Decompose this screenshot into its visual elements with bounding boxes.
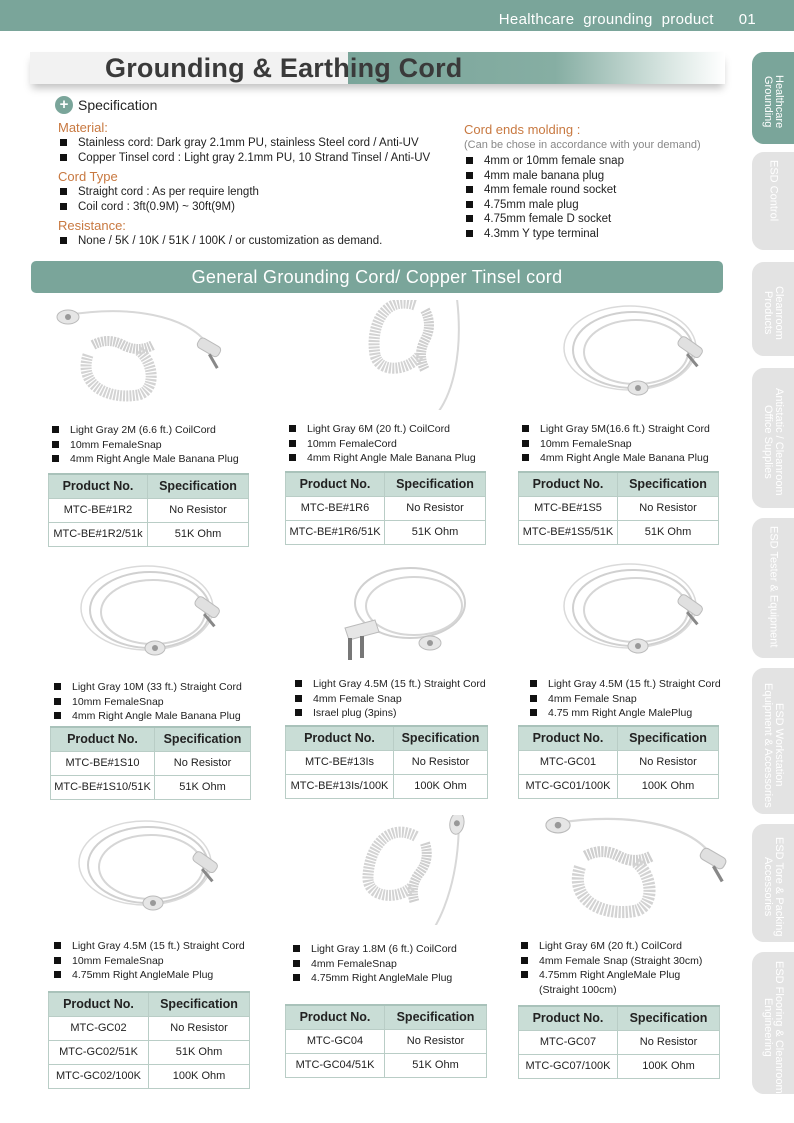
product-table	[285, 471, 486, 545]
cord-type-title: Cord Type	[58, 169, 118, 184]
product-bullet: 4mm Right Angle Male Banana Plug	[52, 709, 242, 724]
cord-end-item: 4.3mm Y type terminal	[464, 227, 744, 242]
table-row	[49, 1064, 250, 1088]
product-no-cell: MTC-GC07	[519, 1030, 618, 1054]
spec-cell: No Resistor	[618, 496, 719, 520]
product-no-cell: MTC-GC07/100K	[519, 1054, 618, 1078]
spec-cell: No Resistor	[618, 750, 719, 774]
product-bullets	[52, 680, 242, 724]
table-row	[519, 496, 719, 520]
header-specification: Specification	[618, 1006, 720, 1030]
product-bullet: Israel plug (3pins)	[293, 706, 486, 721]
side-tab-office-supplies[interactable]	[752, 368, 794, 508]
header-product-no: Product No.	[286, 1005, 385, 1029]
cord-end-item: 4mm or 10mm female snap	[464, 154, 744, 169]
product-bullets	[528, 677, 721, 721]
product-table	[518, 471, 719, 545]
product-no-cell: MTC-GC01	[519, 750, 618, 774]
product-no-cell: MTC-GC04/51K	[286, 1053, 385, 1077]
product-bullet: 4mm Right Angle Male Banana Plug	[520, 451, 710, 466]
product-bullets	[291, 942, 457, 986]
coil-cord-image	[48, 305, 228, 410]
spec-cell: No Resistor	[394, 750, 488, 774]
spec-cell: No Resistor	[618, 1030, 720, 1054]
tab-label: ESD Workstation Equipment & Accessories	[762, 682, 785, 808]
product-no-cell: MTC-GC02	[49, 1016, 149, 1040]
cord-end-item: 4.75mm male plug	[464, 198, 744, 213]
product-table	[518, 725, 719, 799]
product-no-cell: MTC-BE#13Is	[286, 750, 394, 774]
product-no-cell: MTC-GC02/100K	[49, 1064, 149, 1088]
spec-cell: No Resistor	[155, 751, 251, 775]
table-row	[286, 1029, 487, 1053]
resistance-item: None / 5K / 10K / 51K / 100K / or customization as demand.	[58, 234, 458, 249]
header-title-text: Healthcare grounding product	[498, 11, 714, 28]
spec-cell: 51K Ohm	[148, 522, 249, 546]
tab-label: ESD Control	[767, 160, 780, 222]
product-table	[285, 725, 488, 799]
spec-cell: 100K Ohm	[618, 1054, 720, 1078]
product-bullet: 4.75mm Right AngleMale Plug	[291, 971, 457, 986]
tab-label: ESD Tore & Packing Accessories	[762, 837, 785, 937]
page-number: 01	[738, 11, 756, 28]
header-specification: Specification	[394, 726, 488, 750]
header-product-no: Product No.	[49, 474, 148, 498]
product-bullets	[287, 422, 476, 466]
product-bullet: 4mm Female Snap	[528, 692, 721, 707]
table-row	[49, 522, 249, 546]
product-bullet: 4mm FemaleSnap	[291, 957, 457, 972]
cord-type-item: Coil cord : 3ft(0.9M) ~ 30ft(9M)	[58, 200, 458, 215]
side-tab-esd-tore-packing[interactable]	[752, 824, 794, 942]
table-row	[286, 750, 488, 774]
header-product-no: Product No.	[49, 992, 149, 1016]
header-product-no: Product No.	[51, 727, 155, 751]
side-tab-esd-workstation[interactable]	[752, 668, 794, 814]
product-table	[518, 1005, 720, 1079]
cord-end-item: 4mm male banana plug	[464, 169, 744, 184]
product-bullet: 4.75mm Right AngleMale Plug	[52, 968, 245, 983]
header-product-no: Product No.	[519, 1006, 618, 1030]
header-product-no: Product No.	[519, 726, 618, 750]
product-bullet: 10mm FemaleCord	[287, 437, 476, 452]
spec-cell: No Resistor	[385, 1029, 487, 1053]
table-row	[286, 774, 488, 798]
specification-heading	[55, 96, 157, 114]
top-header-bar	[0, 0, 794, 31]
product-no-cell: MTC-BE#1S10/51K	[51, 775, 155, 799]
product-bullet: Light Gray 6M (20 ft.) CoilCord	[519, 939, 702, 954]
spec-cell: 51K Ohm	[385, 520, 486, 544]
table-row	[519, 1030, 720, 1054]
product-bullets	[52, 939, 245, 983]
table-row	[286, 1053, 487, 1077]
spec-cell: 51K Ohm	[149, 1040, 250, 1064]
product-no-cell: MTC-BE#1S5	[519, 496, 618, 520]
table-row	[49, 1040, 250, 1064]
straight-cord-image	[73, 815, 233, 925]
page-title: Grounding & Earthing Cord	[105, 53, 463, 83]
product-bullet: 10mm FemaleSnap	[50, 438, 239, 453]
spec-cell: 51K Ohm	[385, 1053, 487, 1077]
product-no-cell: MTC-GC02/51K	[49, 1040, 149, 1064]
straight-cord-image	[75, 560, 235, 670]
tab-label: ESD Tester & Equipment	[767, 526, 780, 648]
product-bullet: 4mm Female Snap (Straight 30cm)	[519, 954, 702, 969]
side-tab-esd-flooring[interactable]	[752, 952, 794, 1094]
product-table	[285, 1004, 487, 1078]
straight-cord-image	[558, 300, 718, 410]
table-row	[519, 774, 719, 798]
header-specification: Specification	[155, 727, 251, 751]
table-row	[286, 520, 486, 544]
cord-end-item: 4mm female round socket	[464, 183, 744, 198]
side-tab-esd-control[interactable]	[752, 152, 794, 250]
specification-label: Specification	[78, 97, 158, 113]
table-row	[286, 496, 486, 520]
tab-label: Antistatic / Cleanroom Office Supplies	[762, 388, 785, 496]
spec-cell: 100K Ohm	[618, 774, 719, 798]
spec-cell: 51K Ohm	[618, 520, 719, 544]
product-bullet: Light Gray 5M(16.6 ft.) Straight Cord	[520, 422, 710, 437]
product-bullet: Light Gray 10M (33 ft.) Straight Cord	[52, 680, 242, 695]
table-row	[49, 1016, 250, 1040]
product-bullets	[520, 422, 710, 466]
product-no-cell: MTC-BE#13Is/100K	[286, 774, 394, 798]
product-bullet: 10mm FemaleSnap	[52, 695, 242, 710]
spec-cell: No Resistor	[149, 1016, 250, 1040]
product-bullet: 4mm Right Angle Male Banana Plug	[287, 451, 476, 466]
table-row	[51, 775, 251, 799]
header-product-no: Product No.	[519, 472, 618, 496]
product-bullets	[519, 939, 702, 997]
header-specification: Specification	[385, 472, 486, 496]
product-no-cell: MTC-GC01/100K	[519, 774, 618, 798]
product-no-cell: MTC-BE#1R6/51K	[286, 520, 385, 544]
coil-cord-image	[310, 300, 490, 410]
table-row	[519, 520, 719, 544]
product-bullet: Light Gray 4.5M (15 ft.) Straight Cord	[293, 677, 486, 692]
table-row	[49, 498, 249, 522]
table-row	[519, 1054, 720, 1078]
material-item: Stainless cord: Dark gray 2.1mm PU, stainless Steel cord / Anti-UV	[58, 136, 458, 151]
product-table	[48, 473, 249, 547]
header-specification: Specification	[149, 992, 250, 1016]
product-bullet: 4.75 mm Right Angle MalePlug	[528, 706, 721, 721]
product-no-cell: MTC-BE#1R6	[286, 496, 385, 520]
product-bullet: Light Gray 6M (20 ft.) CoilCord	[287, 422, 476, 437]
product-bullet: Light Gray 2M (6.6 ft.) CoilCord	[50, 423, 239, 438]
header-specification: Specification	[618, 472, 719, 496]
product-table	[48, 991, 250, 1089]
table-row	[519, 750, 719, 774]
material-item: Copper Tinsel cord : Light gray 2.1mm PU, 10 Strand Tinsel / Anti-UV	[58, 151, 458, 166]
product-bullet: 4mm Right Angle Male Banana Plug	[50, 452, 239, 467]
spec-cell: 100K Ohm	[149, 1064, 250, 1088]
resistance-title: Resistance:	[58, 218, 126, 233]
product-bullet: 4.75mm Right AngleMale Plug	[519, 968, 702, 983]
spec-cell: No Resistor	[385, 496, 486, 520]
tab-label: Cleanroom Products	[762, 286, 785, 340]
product-no-cell: MTC-BE#1R2	[49, 498, 148, 522]
header-section-title	[499, 11, 756, 28]
header-product-no: Product No.	[286, 472, 385, 496]
product-table	[50, 726, 251, 800]
tab-label: ESD Flooring & Cleanroom Engineering	[762, 960, 785, 1094]
specification-right	[464, 122, 744, 241]
product-bullet: Light Gray 1.8M (6 ft.) CoilCord	[291, 942, 457, 957]
side-tab-esd-tester[interactable]	[752, 518, 794, 658]
header-specification: Specification	[618, 726, 719, 750]
product-bullet-continuation	[519, 983, 702, 998]
product-bullet: 10mm FemaleSnap	[52, 954, 245, 969]
product-no-cell: MTC-BE#1R2/51k	[49, 522, 148, 546]
product-bullet: Light Gray 4.5M (15 ft.) Straight Cord	[52, 939, 245, 954]
cord-end-item: 4.75mm female D socket	[464, 212, 744, 227]
israel-plug-cord-image	[330, 558, 490, 673]
spec-cell: 100K Ohm	[394, 774, 488, 798]
product-bullet: Light Gray 4.5M (15 ft.) Straight Cord	[528, 677, 721, 692]
product-bullet: 4mm Female Snap	[293, 692, 486, 707]
product-bullets	[293, 677, 486, 721]
cord-ends-note: (Can be chose in accordance with your demand)	[464, 139, 701, 151]
cord-type-item: Straight cord : As per require length	[58, 185, 458, 200]
straight-cord-image	[558, 558, 718, 673]
material-title: Material:	[58, 120, 108, 135]
coil-cord-image	[330, 815, 480, 925]
side-tab-cleanroom-products[interactable]	[752, 262, 794, 356]
spec-cell: No Resistor	[148, 498, 249, 522]
bullet-continuation-text: (Straight 100cm)	[539, 983, 617, 996]
cord-ends-title: Cord ends molding :	[464, 122, 581, 137]
header-product-no: Product No.	[286, 726, 394, 750]
section-bar: General Grounding Cord/ Copper Tinsel cord	[31, 261, 723, 293]
table-row	[51, 751, 251, 775]
header-specification: Specification	[148, 474, 249, 498]
product-bullets	[50, 423, 239, 467]
tab-label: Healthcare Grounding	[762, 75, 785, 129]
product-no-cell: MTC-BE#1S5/51K	[519, 520, 618, 544]
product-no-cell: MTC-GC04	[286, 1029, 385, 1053]
title-band	[30, 52, 725, 84]
specification-left	[58, 120, 458, 249]
coil-cord-image	[536, 812, 736, 927]
product-bullet: 10mm FemaleSnap	[520, 437, 710, 452]
side-tab-healthcare-grounding[interactable]	[752, 52, 794, 144]
product-no-cell: MTC-BE#1S10	[51, 751, 155, 775]
header-specification: Specification	[385, 1005, 487, 1029]
spec-cell: 51K Ohm	[155, 775, 251, 799]
plus-circle-icon: +	[55, 96, 73, 114]
